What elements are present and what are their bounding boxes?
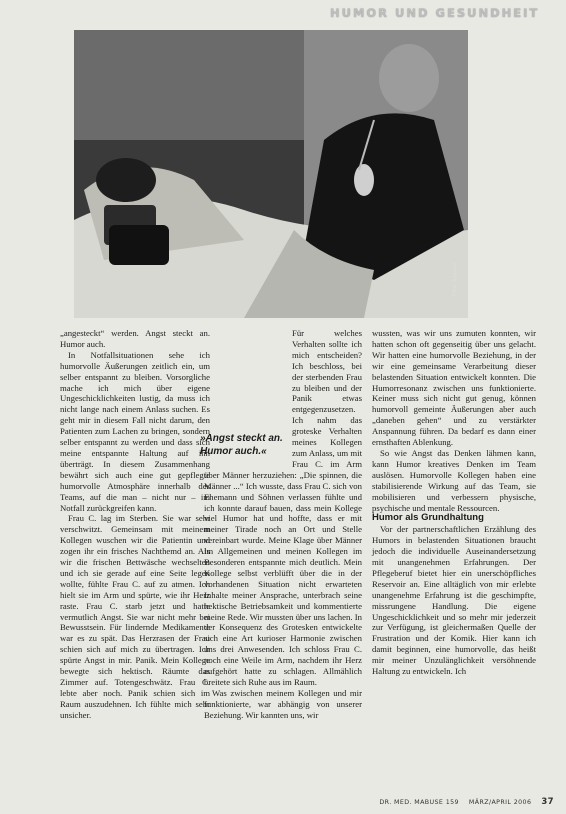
paragraph: In Notfallsituationen sehe ich humorvolle Äußerungen zeitlich ein, um selber entspannt zu bleiben. Vorsorgliche mache ich mich über eigene Ungeschicklichkeiten lustig, da muss ich nicht lange nach einem Anlass suchen. Es geht mir in diesem Fall nicht darum, den Patienten zum Lachen zu bringen, sondern selber entspannt zu werden und dass sich meine entspannte Haltung auf ihn überträgt. In diesem Zusammenhang bewährt sich auch eine gut gepflegte humorvolle Atmosphäre innerhalb des Teams, auf die man – nicht nur – im Notfall zurückgreifen kann.: [60, 349, 210, 513]
subheading: Humor als Grundhaltung: [372, 512, 484, 524]
page-footer: [372, 796, 554, 808]
photo-credit: Foto: Agentur: [452, 261, 458, 296]
photo-illustration: [74, 30, 468, 318]
paragraph: Frau C. lag im Sterben. Sie war sehr verschwitzt. Gemeinsam mit meinem Kollegen wuschen wir die Patientin und zogen ihr ein frisches Nachthemd an. Als wir die frischen Bettwäsche wechselten und ich sie gerade auf eine Seite legen wollte, fühlte Frau C. auf zu atmen. Ich hielt sie im Arm und spürte, wie ihr Herz raste. Frau C. starb jetzt und hatte vermutlich Angst. Sie war nicht mehr bei Bewusstsein. Für lindernde Medikamente war es zu spät. Das Herzrasen der Frau schien sich auf mich zu übertragen. Ich spürte Angst in mir. Panik. Mein Kollege bewegte sich hektisch. Räumte das Zimmer auf. Totengeschwätz. Frau C. lebte aber noch. Panik schien sich im Raum auszudehnen. Ich fühlte mich sehr unsicher.: [60, 513, 210, 720]
paragraph: Für welches Verhalten sollte ich mich entscheiden? Ich beschloss, bei der sterbenden Frau zu bleiben und der Panik etwas entgegenzusetzen. Ich nahm das groteske Verhalten meines Kollegen zum Anlass, um mit Frau C. im Arm über Männer herzuziehen: „Die spinnen, die Männer ...“ Ich wusste, dass Frau C. sich von Ehemann und Söhnen verlassen fühlte und ich konnte darauf bauen, dass mein Kollege viel Humor hat und hoffte, dass er mit meiner Tirade noch an Ort und Stelle vereinbart wurde. Meine Klage über Männer im Allgemeinen und meinen Kollegen im Besonderen entspannte mich deutlich. Mein Kollege selbst verblüfft über die in der vorhandenen Situation nicht erwarteten Inhalte meiner Ansprache, unterbrach seine hektische Betriebsamkeit und kommentierte meine Rede. Wir mussten über uns lachen. In der Konsequenz des Grotesken entwickelte sich eine Art kurioser Harmonie zwischen uns drei Anwesenden. Ich schloss Frau C. noch eine Weile im Arm, nachdem ihr Herz aufgehört hatte zu schlagen. Allmählich breitete sich Ruhe aus im Raum.: [204, 328, 362, 687]
paragraph: So wie Angst das Denken lähmen kann, kann Humor kreatives Denken im Team auslösen. Humorvolle Kollegen haben eine stabilisierende Wirkung auf das Team, sie mobilisieren und verbessern physische, psychische und mentale Ressourcen.: [372, 447, 536, 513]
pull-quote: »Angst steckt an. Humor auch.«: [200, 433, 283, 457]
paragraph: Was zwischen meinem Kollegen und mir funktionierte, war abhängig von unserer Beziehung. Wir kannten uns, wir: [204, 687, 362, 720]
paragraph: Vor der partnerschaftlichen Erzählung des Humors in belastenden Situationen braucht jedoch die individuelle Auseinandersetzung mit unangenehmen Erfahrungen. Der Pflegeberuf bietet hier ein unerschöpfliches Reservoir an. Eine alltäglich von mir erlebte unangenehme Erfahrung ist die geschimpfte, missrungene Handlung. Die eigene Ungeschicklichkeit und so mehr mir jederzeit zur Verfügung, ist gleichermaßen Quelle der Frustration und der Komik. Hier kann ich damit beginnen, eine humorvolle, das heißt mir meiner Unzulänglichkeit versöhnende Haltung zu entwickeln. Ich: [372, 524, 536, 677]
column-1: [60, 328, 210, 721]
column-3: [372, 328, 536, 677]
paragraph: wussten, was wir uns zumuten konnten, wir hatten schon oft gegenseitig über uns gelacht. Wir hatten eine humorvolle Beziehung, in der wir eine gemeinsame Verarbeitung dieser belastenden Situation entwickelt konnten. Die Humorresonanz zwischen uns funktionierte. Keiner muss sich nicht gut genug, können humorvoll gemeinte Äußerungen aber auch „daneben gehen“ und zu verstärkter Anspannung führen. Da bedarf es dann einer ernsthaften Ablenkung.: [372, 328, 536, 448]
section-header: HUMOR UND GESUNDHEIT: [330, 6, 540, 20]
article-photo: [74, 30, 468, 318]
paragraph: „angesteckt“ werden. Angst steckt an. Humor auch.: [60, 328, 210, 349]
journal-name: DR. MED. MABUSE 159: [379, 798, 459, 806]
column-2: [200, 328, 362, 721]
page-number: 37: [541, 797, 554, 807]
issue-date: MÄRZ/APRIL 2006: [468, 798, 532, 806]
